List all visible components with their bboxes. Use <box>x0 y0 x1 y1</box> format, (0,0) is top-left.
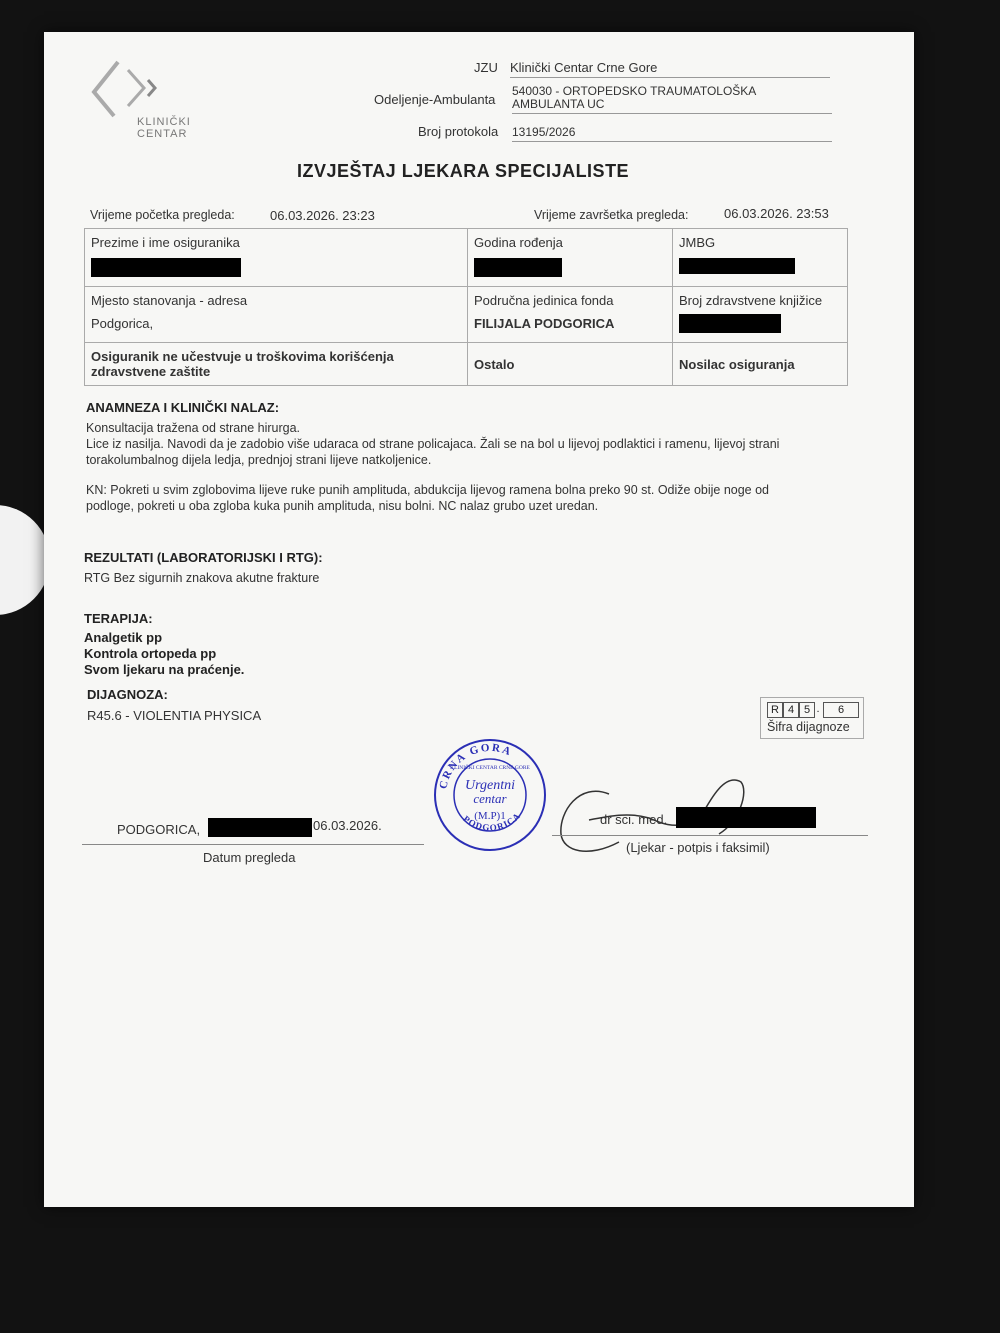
jzu-value: Klinički Centar Crne Gore <box>510 60 830 78</box>
stamp-line3: (M.P)1 <box>474 810 506 822</box>
dijagnoza-heading: DIJAGNOZA: <box>87 687 168 702</box>
protocol-value: 13195/2026 <box>512 125 832 142</box>
cost-participation-cell: Osiguranik ne učestvuje u troškovima korišćenja zdravstvene zaštite <box>85 343 468 386</box>
redacted-name <box>91 258 241 277</box>
signature-line <box>552 835 868 836</box>
signature-label: (Ljekar - potpis i faksimil) <box>626 840 770 855</box>
end-time-value: 06.03.2026. 23:53 <box>724 206 829 221</box>
redacted-health-card <box>679 314 781 333</box>
diagnosis-code-box <box>760 697 864 739</box>
birth-year-cell: Godina rođenja <box>468 229 673 287</box>
code-cell: 6 <box>823 702 859 718</box>
dept-value: 540030 - ORTOPEDSKO TRAUMATOLOŠKA AMBULANTA UC <box>512 85 832 114</box>
footer-place: PODGORICA, <box>117 822 201 837</box>
jzu-label: JZU <box>474 60 498 75</box>
fund-unit-cell: Područna jedinica fonda FILIJALA PODGORICA <box>468 287 673 343</box>
stamp-text-layer <box>432 737 548 853</box>
date-line <box>82 844 424 845</box>
insurance-holder-cell: Nosilac osiguranja <box>673 343 848 386</box>
end-time-label: Vrijeme završetka pregleda: <box>534 208 689 222</box>
terapija-text: Analgetik pp Kontrola ortopeda pp Svom ljekaru na praćenje. <box>84 630 245 677</box>
anamneza-text: Konsultacija tražena od strane hirurga. Lice iz nasilja. Navodi da je zadobio više udaraca od strane policajaca. Žali se na bol u lijevoj podlaktici i ramenu, lijevoj strani torakolumbalnog dijela ledja, prednjoj strani lijeve natkoljenice. KN: Pokreti u svim zglobovima lijeve ruke punih amplituda, abdukcija lijevog ramena bolna preko 90 st. Odiže obije noge od podloge, pokreti u oba zgloba kuka punih amplituda, nisu bolni. NC nalaz grubo uzet uredan. <box>86 421 780 513</box>
stamp-ring-text: KLINIČKI CENTAR CRNE GORE <box>450 765 530 771</box>
redacted-doctor-name <box>676 807 816 828</box>
terapija-heading: TERAPIJA: <box>84 611 153 626</box>
date-label: Datum pregleda <box>203 850 296 865</box>
code-cell: . <box>816 703 820 715</box>
footer-date: 06.03.2026. <box>313 818 382 833</box>
stamp-top-text: CRNA GORA <box>437 741 515 791</box>
code-label: Šifra dijagnoze <box>767 720 850 734</box>
redacted-jmbg <box>679 258 795 274</box>
klinicki-centar-logo-icon <box>88 54 168 124</box>
other-cell: Ostalo <box>468 343 673 386</box>
address-cell: Mjesto stanovanja - adresa Podgorica, <box>85 287 468 343</box>
stamp-bottom-text: PODGORICA <box>461 810 523 833</box>
logo-text: KLINIČKI CENTAR <box>137 116 191 140</box>
report-title: IZVJEŠTAJ LJEKARA SPECIJALISTE <box>297 161 630 181</box>
dept-label: Odeljenje-Ambulanta <box>374 92 496 107</box>
code-cell: 4 <box>783 702 799 718</box>
doctor-prefix: dr sci. med. <box>600 812 668 827</box>
jmbg-cell: JMBG <box>673 229 848 287</box>
code-cell: R <box>767 702 783 718</box>
anamneza-heading: ANAMNEZA I KLINIČKI NALAZ: <box>86 400 280 415</box>
dijagnoza-text: R45.6 - VIOLENTIA PHYSICA <box>87 708 262 723</box>
stamp-line2: centar <box>473 791 507 806</box>
stamp-line1: Urgentni <box>464 778 516 793</box>
medical-report-page <box>44 32 914 1207</box>
rezultati-text: RTG Bez sigurnih znakova akutne frakture <box>84 571 320 585</box>
code-cell: 5 <box>799 702 815 718</box>
health-card-cell: Broj zdravstvene knjižice <box>673 287 848 343</box>
redacted-birth-year <box>474 258 562 277</box>
protocol-label: Broj protokola <box>418 124 499 139</box>
start-time-value: 06.03.2026. 23:23 <box>270 208 375 223</box>
redacted-place-detail <box>208 818 312 837</box>
patient-name-cell: Prezime i ime osiguranika <box>85 229 468 287</box>
start-time-label: Vrijeme početka pregleda: <box>90 208 235 222</box>
background-glare <box>0 505 50 615</box>
patient-info-table <box>84 228 848 386</box>
rezultati-heading: REZULTATI (LABORATORIJSKI I RTG): <box>84 550 323 565</box>
